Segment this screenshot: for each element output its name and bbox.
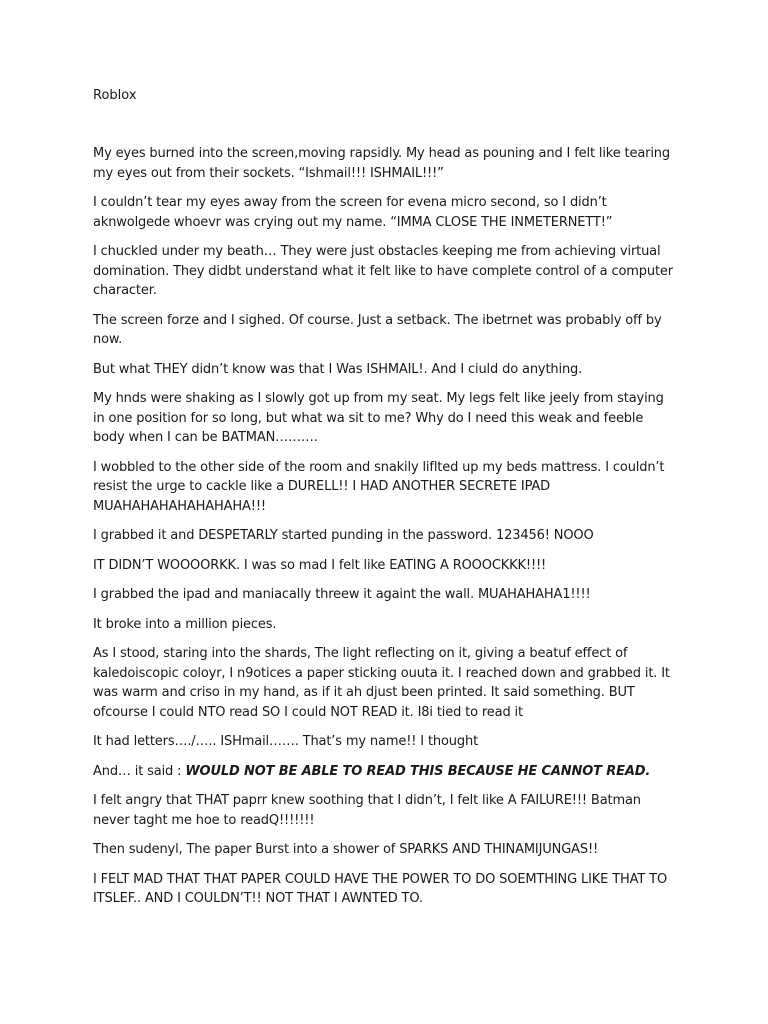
said-prefix: And… it said :: [93, 763, 186, 779]
paragraph: As I stood, staring into the shards, The light reflecting on it, giving a beatuf effect of kaledoiscopic coloyr, I n9otices a paper sticking ouuta it. I reached down and grabbed it. It was warm and criso in my hand, as if it ah djust been printed. It said something. BUT ofcourse I could NTO read SO I could NOT READ it. I8i tied to read it: [93, 646, 670, 720]
paragraph: But what THEY didn’t know was that I Was ISHMAIL!. And I ciuld do anything.: [93, 361, 583, 377]
paragraph: The screen forze and I sighed. Of course. Just a setback. The ibetrnet was probably off by now.: [93, 312, 662, 347]
paragraph: My eyes burned into the screen,moving rapsidly. My head as pouning and I felt like tearing my eyes out from their sockets. “Ishmail!!! ISHMAIL!!!”: [93, 146, 670, 181]
paragraph: I chuckled under my beath… They were just obstacles keeping me from achieving virtual domination. They didbt understand what it felt like to have complete control of a computer character.: [93, 244, 673, 298]
paragraph: IT DIDN’T WOOOORKK. I was so mad I felt like EATING A ROOOCKKK!!!!: [93, 557, 547, 573]
paragraph: It had letters…./….. ISHmail……. That’s my name!! I thought: [93, 734, 479, 749]
paragraph-said: [93, 762, 676, 782]
paragraph: I grabbed it and DESPETARLY started punding in the password. 123456! NOOO: [93, 528, 594, 543]
document-title: Roblox: [93, 88, 137, 103]
paragraph: It broke into a million pieces.: [93, 616, 277, 632]
paragraph: I couldn’t tear my eyes away from the screen for evena micro second, so I didn’t aknwolgede whoevr was crying out my name. “IMMA CLOSE THE INMETERNETT!”: [93, 195, 613, 230]
paragraph: I felt angry that THAT paprr knew soothing that I didn’t, I felt like A FAILURE!!! Batman never taght me hoe to readQ!!!!!!!: [93, 793, 641, 828]
paragraph: I wobbled to the other side of the room and snakily liflted up my beds mattress. I couldn’t resist the urge to cackle like a DURELL!! I HAD ANOTHER SECRETE IPAD MUAHAHAHAHAHAHAHA!!!: [93, 459, 665, 514]
paragraph: Then sudenyl, The paper Burst into a shower of SPARKS AND THINAMIJUNGAS!!: [93, 842, 599, 857]
said-quote: WOULD NOT BE ABLE TO READ THIS BECAUSE HE CANNOT READ.: [185, 763, 651, 779]
paragraph: I grabbed the ipad and maniacally threew it againt the wall. MUAHAHAHA1!!!!: [93, 587, 591, 602]
paragraph: My hnds were shaking as I slowly got up from my seat. My legs felt like jeely from staying in one position for so long, but what wa sit to me? Why do I need this weak and feeble body when I can be BATMAN……….: [93, 391, 664, 445]
paragraph: I FELT MAD THAT THAT PAPER COULD HAVE THE POWER TO DO SOEMTHING LIKE THAT TO ITSLEF.. AND I COULDN’T!! NOT THAT I AWNTED TO.: [93, 871, 668, 906]
document-body: [93, 144, 676, 919]
